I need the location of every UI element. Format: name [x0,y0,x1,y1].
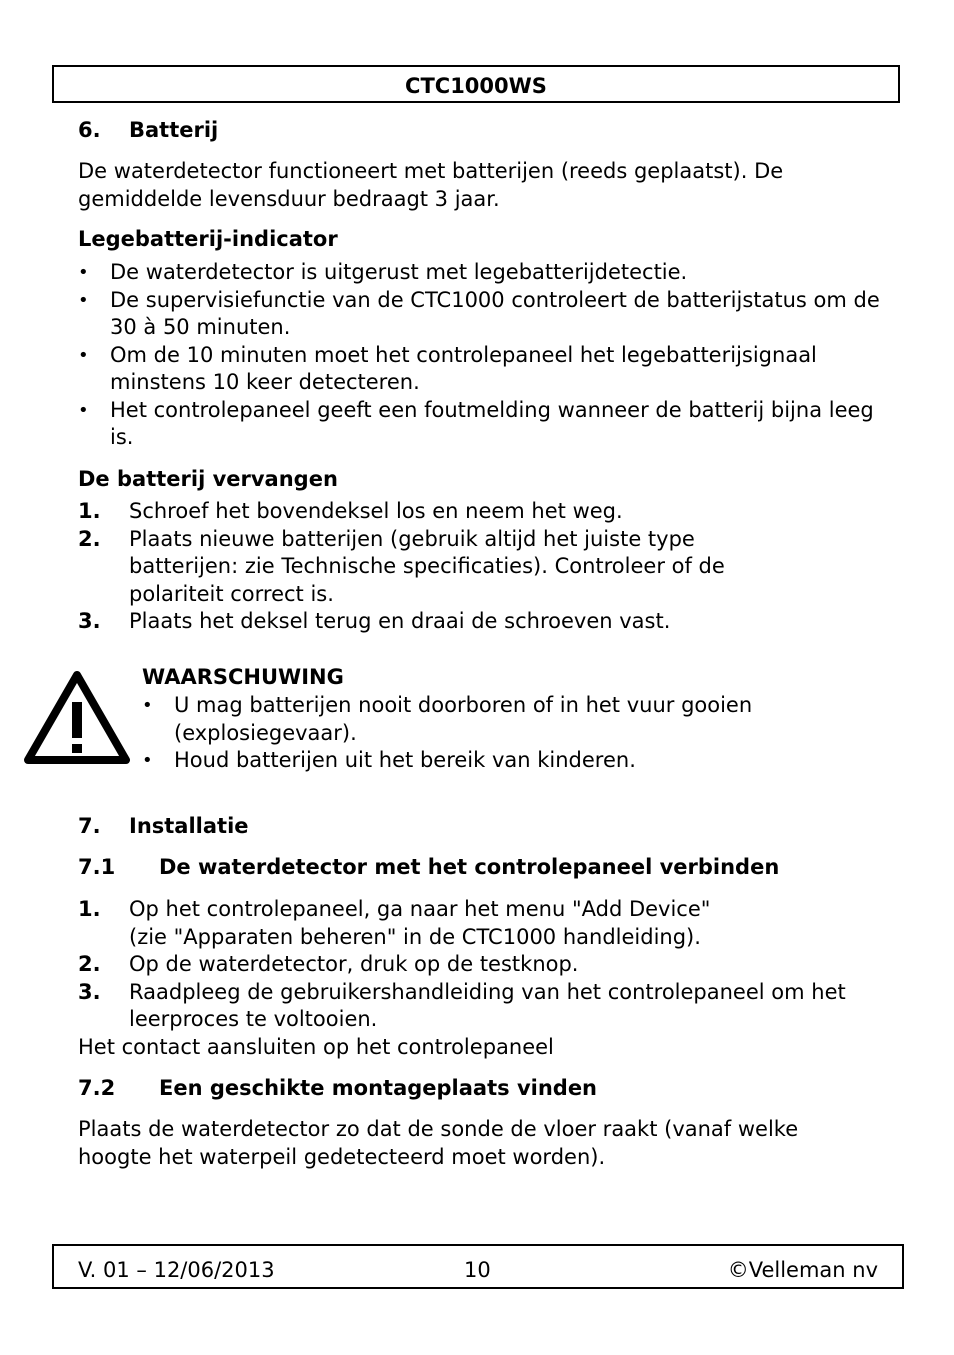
list-item: • Om de 10 minuten moet het controlepaneel het legebatterijsignaal minstens 10 keer detecteren. [78,342,888,397]
list-item: • U mag batterijen nooit doorboren of in het vuur gooien (explosiegevaar). [142,692,822,747]
warning-triangle-icon [24,670,130,766]
section-7-2-title: Een geschikte montageplaats vinden [159,1076,598,1100]
step-text: Plaats nieuwe batterijen (gebruik altijd het juiste type batterijen: zie Technische specificaties). Controleer of de polariteit correct is. [129,526,725,606]
section-6-number: 6. [78,118,101,142]
step-text: Raadpleeg de gebruikershandleiding van het controlepaneel om het leerproces te voltooien. [129,979,846,1031]
low-battery-list [78,259,888,452]
warning-list [142,692,822,775]
list-item: • De waterdetector is uitgerust met legebatterijdetectie. [78,259,888,287]
step-number: 2. [78,526,101,551]
section-7-heading [78,813,249,841]
section-7-2-heading [78,1075,597,1103]
section-7-title: Installatie [129,814,249,838]
footer-version: V. 01 – 12/06/2013 [78,1258,275,1282]
step-number: 1. [78,897,101,921]
warning-title: WAARSCHUWING [142,665,344,689]
footer-copyright: ©Velleman nv [727,1258,878,1282]
list-item [78,951,878,979]
step-number: 1. [78,499,101,523]
list-item [78,608,798,636]
list-item [78,979,878,1034]
step-text: Plaats het deksel terug en draai de schroeven vast. [129,609,671,633]
section-7-2-number: 7.2 [78,1076,116,1100]
low-battery-heading: Legebatterij-indicator [78,227,338,251]
section-7-2-text: Plaats de waterdetector zo dat de sonde de vloer raakt (vanaf welke hoogte het waterpeil gedetecteerd moet worden). [78,1117,799,1169]
section-7-1-title: De waterdetector met het controlepaneel verbinden [159,855,780,879]
step-text-line2: (zie "Apparaten beheren" in de CTC1000 handleiding). [129,924,701,949]
section-7-1-number: 7.1 [78,855,116,879]
step-text: Op het controlepaneel, ga naar het menu "Add Device" [129,897,711,921]
section-7-number: 7. [78,814,101,838]
footer-page-number: 10 [464,1258,491,1282]
list-item [78,896,878,951]
header-title: CTC1000WS [52,65,900,103]
section-6-heading [78,117,218,145]
step-text: Op de waterdetector, druk op de testknop. [129,952,579,976]
section-6-title: Batterij [129,118,219,142]
replace-battery-heading: De batterij vervangen [78,467,338,491]
step-number: 2. [78,952,101,976]
list-item: • De supervisiefunctie van de CTC1000 controleert de batterijstatus om de 30 à 50 minuten. [78,287,888,342]
step-text: Schroef het bovendeksel los en neem het weg. [129,499,623,523]
list-item: • Houd batterijen uit het bereik van kinderen. [142,747,822,775]
list-item: • Het controlepaneel geeft een foutmelding wanneer de batterij bijna leeg is. [78,397,888,452]
footer [52,1244,904,1289]
replace-battery-steps [78,498,798,636]
step-number: 3. [78,609,101,633]
list-item [78,498,798,526]
connect-contact-note: Het contact aansluiten op het controlepaneel [78,1035,554,1059]
section-6-intro: De waterdetector functioneert met batterijen (reeds geplaatst). De gemiddelde levensduur bedraagt 3 jaar. [78,159,784,211]
step-number: 3. [78,979,101,1004]
connect-steps [78,896,878,1034]
section-7-1-heading [78,854,779,882]
list-item [78,526,798,609]
